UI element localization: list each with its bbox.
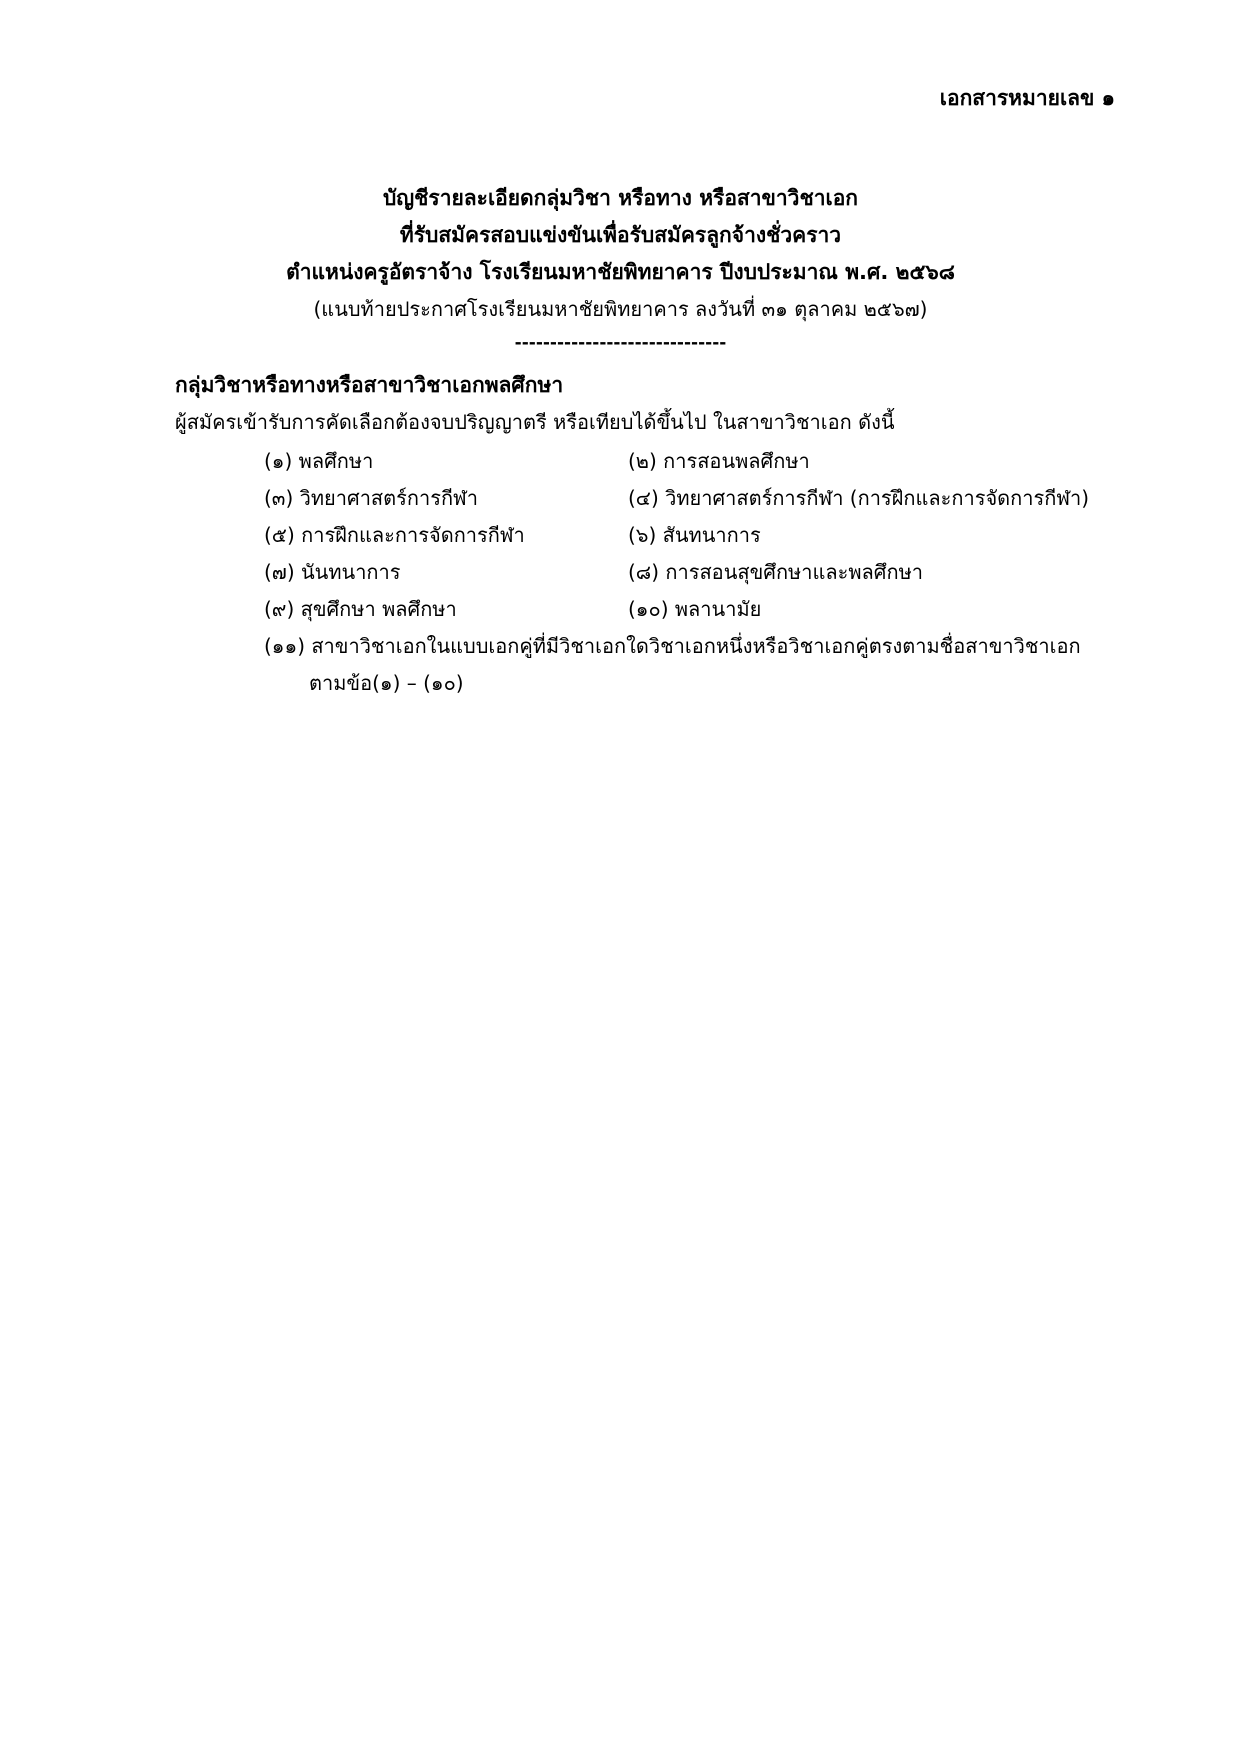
majors-list [264, 443, 1134, 702]
subtitle: (แนบท้ายประกาศโรงเรียนมหาชัยพิทยาคาร ลงวันที่ ๓๑ ตุลาคม ๒๕๖๗) [313, 297, 928, 321]
major-item: (๒) การสอนพลศึกษา [628, 449, 810, 473]
majors-row [264, 480, 1134, 517]
section-heading: กลุ่มวิชาหรือทางหรือสาขาวิชาเอกพลศึกษา [175, 373, 564, 397]
major-item: (๕) การฝึกและการจัดการกีฬา [264, 523, 525, 547]
majors-row [264, 554, 1134, 591]
major-item: (๖) สันทนาการ [628, 523, 761, 547]
major-item: (๑) พลศึกษา [264, 449, 374, 473]
major-item-11-continuation: ตามข้อ(๑) – (๑๐) [309, 671, 464, 695]
majors-row [264, 591, 1134, 628]
title-line-1: บัญชีรายละเอียดกลุ่มวิชา หรือทาง หรือสาขาวิชาเอก [382, 186, 859, 210]
majors-row [264, 443, 1134, 480]
major-item: (๘) การสอนสุขศึกษาและพลศึกษา [628, 560, 924, 584]
major-item: (๗) นันทนาการ [264, 560, 401, 584]
majors-row [264, 517, 1134, 554]
major-item: (๓) วิทยาศาสตร์การกีฬา [264, 486, 478, 510]
major-item-11: (๑๑) สาขาวิชาเอกในแบบเอกคู่ที่มีวิชาเอกใดวิชาเอกหนึ่งหรือวิชาเอกคู่ตรงตามชื่อสาขาวิชาเอก [264, 634, 1081, 658]
major-item: (๑๐) พลานามัย [628, 597, 762, 621]
major-item: (๙) สุขศึกษา พลศึกษา [264, 597, 457, 621]
title-block [0, 180, 1241, 358]
intro-text: ผู้สมัครเข้ารับการคัดเลือกต้องจบปริญญาตรี หรือเทียบได้ขึ้นไป ในสาขาวิชาเอก ดังนี้ [175, 410, 895, 434]
divider: ------------------------------ [514, 333, 727, 353]
document-number: เอกสารหมายเลข ๑ [939, 86, 1115, 110]
title-line-2: ที่รับสมัครสอบแข่งขันเพื่อรับสมัครลูกจ้างชั่วคราว [399, 223, 842, 247]
major-item: (๔) วิทยาศาสตร์การกีฬา (การฝึกและการจัดการกีฬา) [628, 486, 1090, 510]
title-line-3: ตำแหน่งครูอัตราจ้าง โรงเรียนมหาชัยพิทยาคาร ปีงบประมาณ พ.ศ. ๒๕๖๘ [286, 260, 955, 284]
